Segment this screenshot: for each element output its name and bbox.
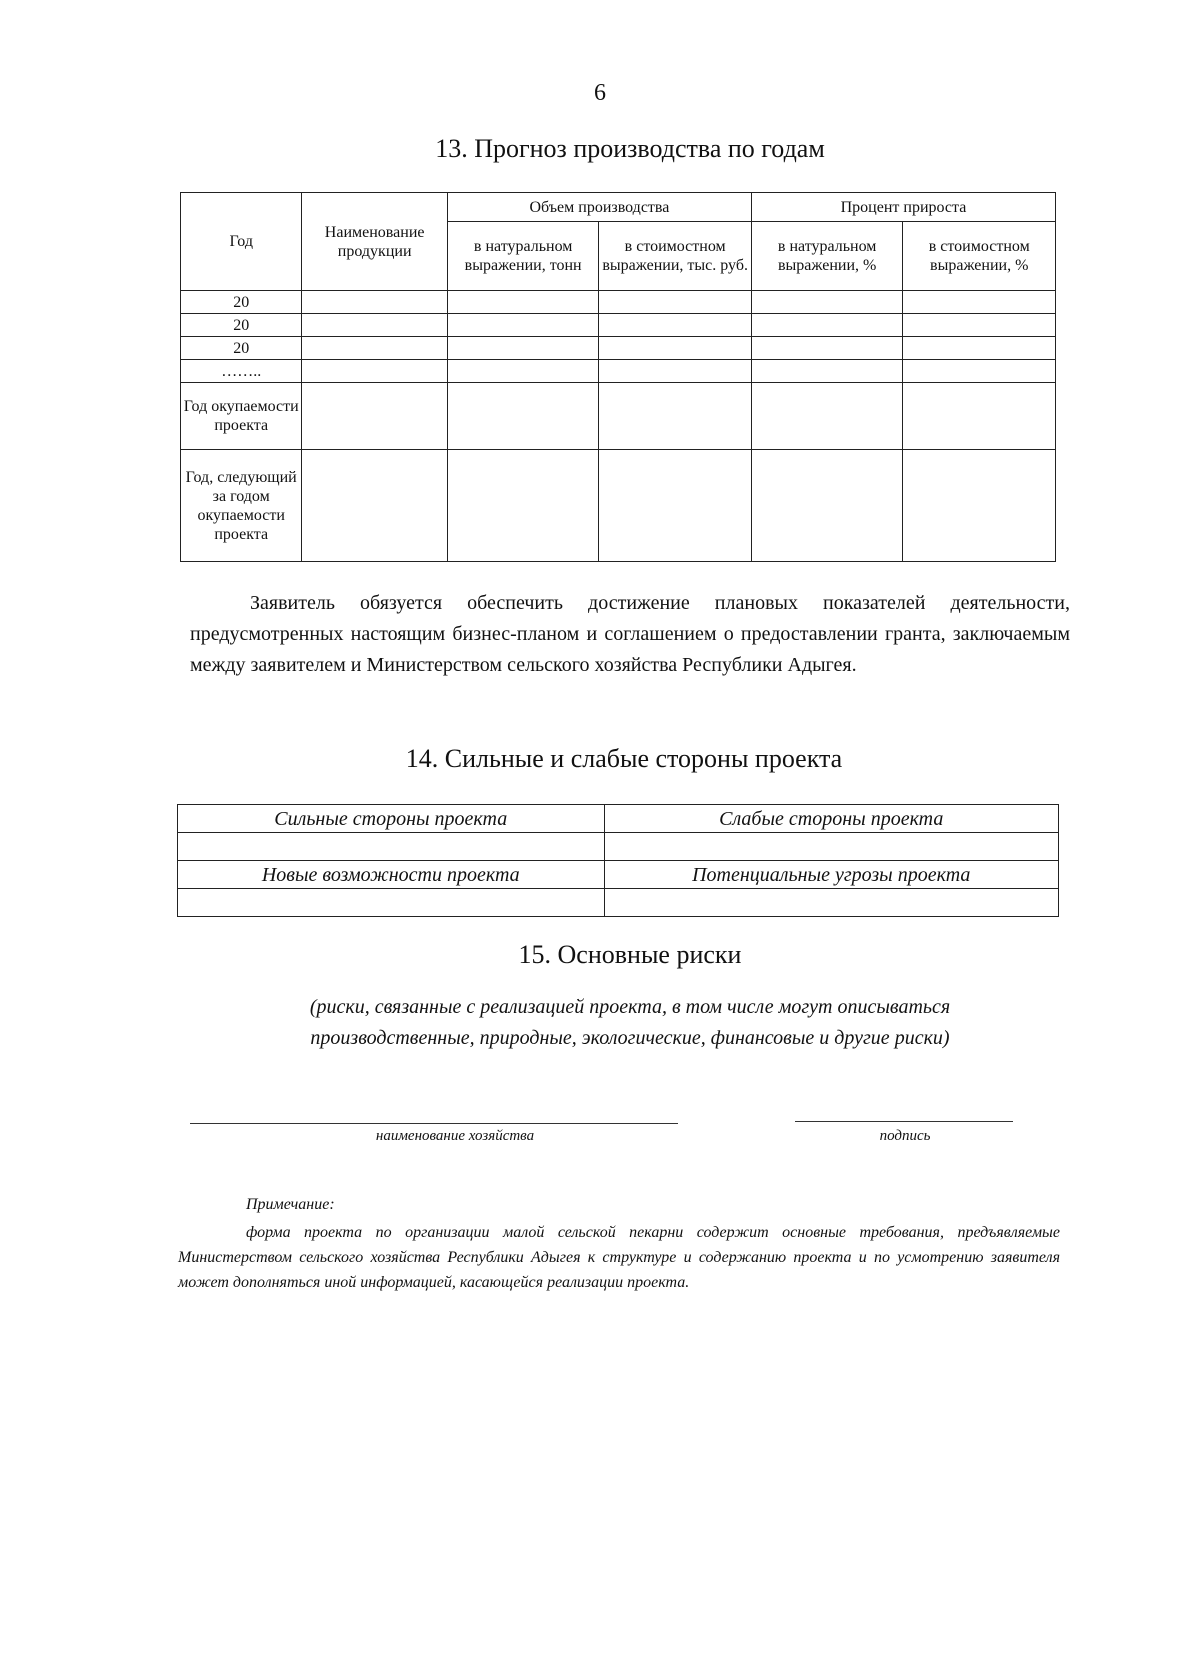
header-strengths: Сильные стороны проекта — [178, 805, 605, 833]
cell-empty — [751, 383, 903, 450]
commitment-text: Заявитель обязуется обеспечить достижение плановых показателей деятельности, предусмотренных настоящим бизнес-планом и соглашением о предоставлении гранта, заключаемым между заявителем и Министерством сельского хозяйства Республики Адыгея. — [190, 592, 1070, 676]
header-year: Год — [181, 193, 302, 291]
cell-empty — [302, 314, 447, 337]
row-year: 20 — [181, 291, 302, 314]
cell-empty — [447, 337, 599, 360]
table-row — [181, 291, 1056, 314]
section-15-title: 15. Основные риски — [518, 940, 742, 969]
header-opportunities: Новые возможности проекта — [178, 861, 605, 889]
swot-table — [177, 804, 1059, 917]
cell-empty — [302, 291, 447, 314]
cell-empty — [751, 450, 903, 562]
header-growth-percent: Процент прироста — [751, 193, 1055, 222]
cell-empty — [599, 450, 752, 562]
cell-empty — [302, 337, 447, 360]
table-row — [181, 314, 1056, 337]
row-ellipsis: …….. — [181, 360, 302, 383]
cell-empty — [599, 337, 752, 360]
cell-empty — [751, 337, 903, 360]
table-row — [181, 337, 1056, 360]
cell-empty — [903, 291, 1056, 314]
signature-label: подпись — [879, 1128, 931, 1144]
cell-empty — [178, 833, 605, 861]
header-threats: Потенциальные угрозы проекта — [604, 861, 1059, 889]
cell-empty — [903, 383, 1056, 450]
header-production-volume: Объем производства — [447, 193, 751, 222]
risks-description-line: (риски, связанные с реализацией проекта, в том числе могут описываться — [309, 996, 951, 1018]
cell-empty — [447, 314, 599, 337]
note-heading: Примечание: — [246, 1196, 335, 1213]
row-year-after-payback: Год, следующий за годом окупаемости проекта — [181, 450, 302, 562]
cell-empty — [903, 314, 1056, 337]
row-year: 20 — [181, 337, 302, 360]
cell-empty — [751, 291, 903, 314]
table-row — [181, 450, 1056, 562]
risks-description — [0, 992, 1200, 1054]
note-body — [178, 1220, 1060, 1295]
cell-empty — [604, 889, 1059, 917]
row-payback-year: Год окупаемости проекта — [181, 383, 302, 450]
cell-empty — [599, 360, 752, 383]
section-14-title: 14. Сильные и слабые стороны проекта — [405, 744, 843, 773]
note-text: форма проекта по организации малой сельской пекарни содержит основные требования, предъявляемые Министерством сельского хозяйства Республики Адыгея к структуре и содержанию проекта и по усмотрению заявителя может дополняться иной информацией, касающейся реализации проекта. — [178, 1224, 1060, 1291]
header-weaknesses: Слабые стороны проекта — [604, 805, 1059, 833]
table-row — [181, 360, 1056, 383]
cell-empty — [599, 291, 752, 314]
signature-line — [795, 1121, 1013, 1122]
cell-empty — [903, 360, 1056, 383]
cell-empty — [178, 889, 605, 917]
cell-empty — [599, 383, 752, 450]
cell-empty — [447, 383, 599, 450]
header-growth-value: в стоимостном выражении, % — [903, 222, 1056, 291]
cell-empty — [447, 360, 599, 383]
cell-empty — [599, 314, 752, 337]
page-number: 6 — [594, 80, 606, 106]
cell-empty — [903, 450, 1056, 562]
cell-empty — [302, 450, 447, 562]
header-volume-value: в стоимостном выражении, тыс. руб. — [599, 222, 752, 291]
section-13-title: 13. Прогноз производства по годам — [435, 134, 825, 163]
cell-empty — [751, 314, 903, 337]
header-volume-natural: в натуральном выражении, тонн — [447, 222, 599, 291]
farm-name-label: наименование хозяйства — [375, 1128, 535, 1144]
row-year: 20 — [181, 314, 302, 337]
risks-description-line: производственные, природные, экологические, финансовые и другие риски) — [310, 1027, 950, 1049]
cell-empty — [903, 337, 1056, 360]
commitment-paragraph — [190, 588, 1070, 681]
cell-empty — [447, 450, 599, 562]
cell-empty — [751, 360, 903, 383]
cell-empty — [302, 360, 447, 383]
table-row — [181, 383, 1056, 450]
cell-empty — [604, 833, 1059, 861]
production-forecast-table — [180, 192, 1056, 562]
cell-empty — [302, 383, 447, 450]
header-growth-natural: в натуральном выражении, % — [751, 222, 903, 291]
cell-empty — [447, 291, 599, 314]
farm-name-line — [190, 1123, 678, 1124]
header-product: Наименование продукции — [302, 193, 447, 291]
